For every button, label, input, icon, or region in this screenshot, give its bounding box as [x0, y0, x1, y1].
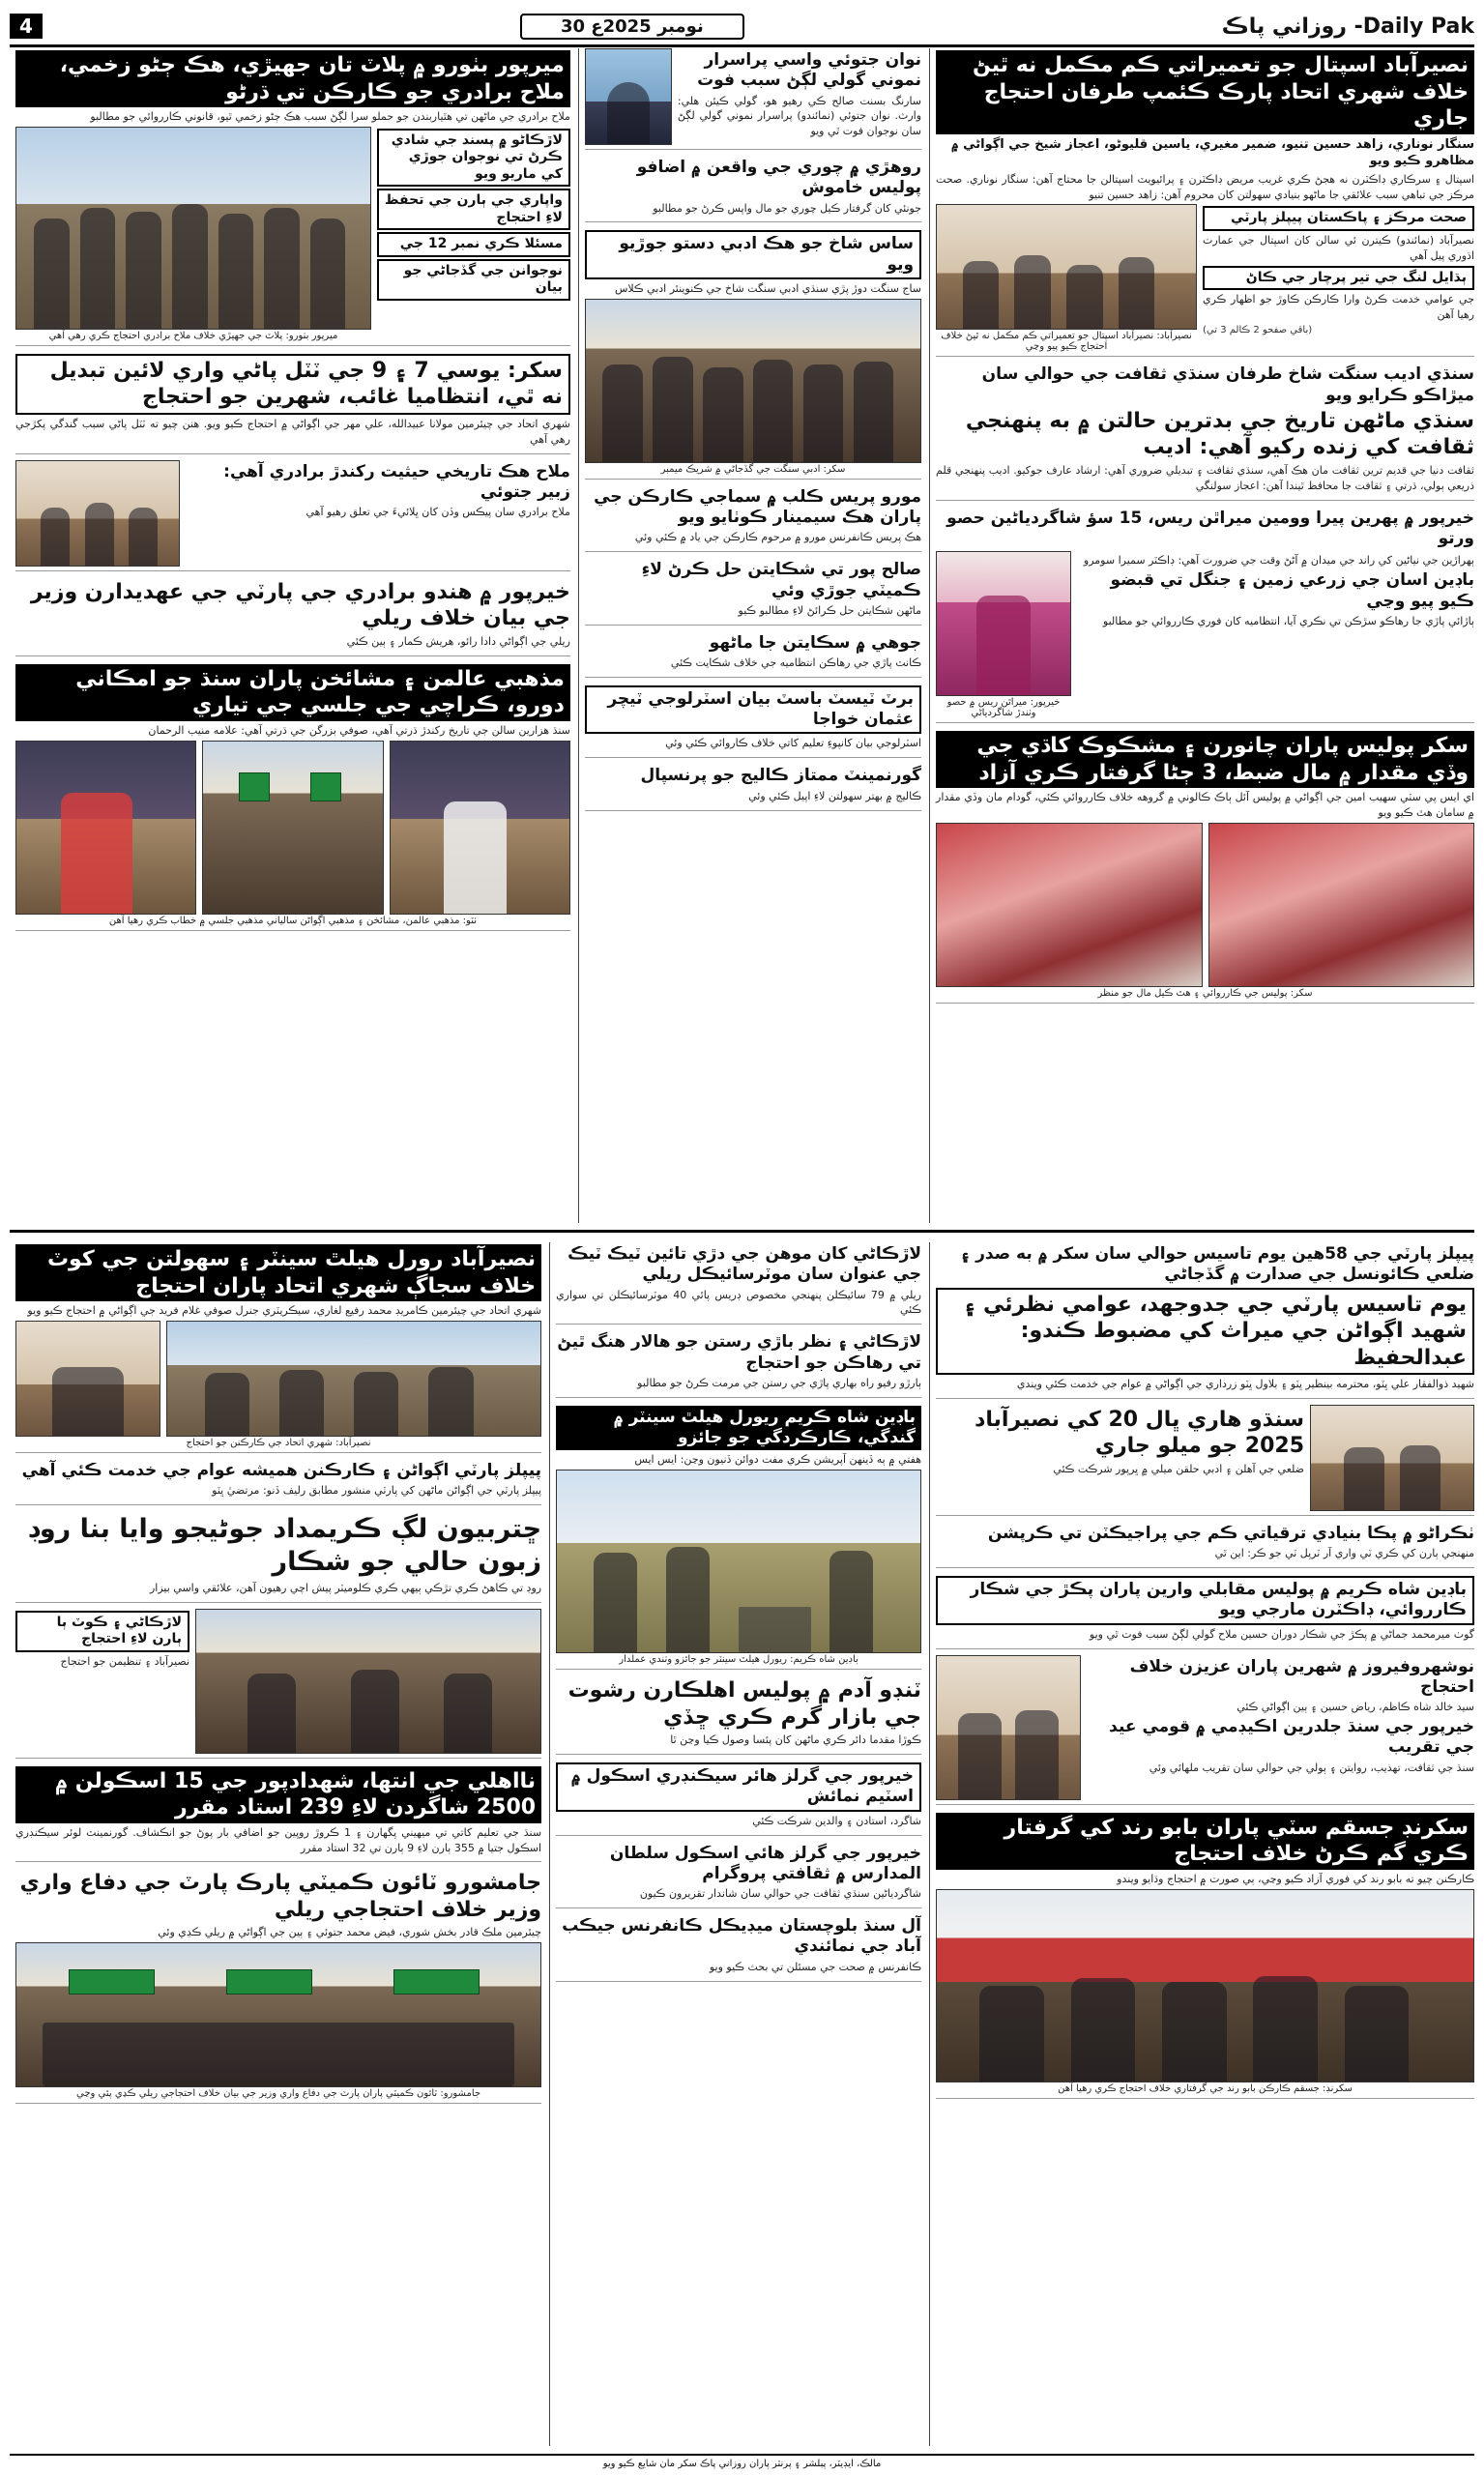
story — [585, 485, 921, 552]
story-body: ڪارڪنن چيو ته بابو رند کي فوري آزاد ڪيو وڃي، ٻي صورت ۾ احتجاج وڌايو ويندو — [1117, 1872, 1474, 1885]
headline: لاڙڪاڻي ۽ نظر باڙي رستن جو هالار هنگ ٿيڻ تي رهاڪن جو احتجاج — [557, 1332, 922, 1373]
story — [585, 48, 921, 150]
story-body: ٻاڙائي پاڙي جا رهاڪو سڙڪن تي نڪري آيا، انتظاميه کان فوري ڪارروائي جو مطالبو — [1102, 614, 1474, 627]
headline: يوم تاسيس پارٽي جي جدوجهد، عوامي نظرئي ۽ شهيد اڳواڻن جي ميراث کي مضبوط ڪندو: عبدالحفيظ — [936, 1288, 1474, 1376]
story — [15, 1868, 541, 2104]
story — [15, 1459, 541, 1505]
story-body: شاگردياڻين سنڌي ثقافت جي حوالي سان شاندار تقريرون ڪيون — [639, 1887, 922, 1901]
story — [936, 1242, 1474, 1399]
story — [585, 228, 921, 479]
bottom-half — [10, 1242, 1474, 2446]
protest-photo — [15, 127, 371, 330]
bottom-middle-column — [549, 1242, 921, 2446]
story-body: سنڌ هزارين سالن جي تاريخ رکندڙ ڌرتي آهي، صوفي بزرگن جي ڌرتي آهي: علامه منيب الرحمان — [148, 723, 570, 737]
woman-photo — [936, 551, 1071, 696]
photo-caption: ٺٽو: مذهبي عالمن، مشائخن ۽ مذهبي اڳواڻن سالياني مذهبي جلسي ۾ خطاب ڪري رهيا آهن — [108, 915, 477, 926]
headline: لاڙڪاڻي کان موهن جي دڙي تائين ٽيڪ ٽيڪ جي عنوان سان موٽرسائيڪل ريلي — [567, 1244, 922, 1285]
story — [936, 1522, 1474, 1568]
speaker-photo — [390, 741, 570, 915]
headline: ڇتربيون لڳ ڪريمداد جوڻيجو وايا بنا روڊ زبون حالي جو شڪار — [27, 1514, 542, 1577]
masthead — [10, 8, 1474, 47]
photo-caption: سکرنڊ: جسقم ڪارڪن بابو رند جي گرفتاري خلاف احتجاج ڪري رهيا آهن — [1058, 2082, 1353, 2094]
protest-photo — [936, 204, 1197, 330]
story — [15, 352, 570, 454]
headline: صالح پور تي شڪايتن حل ڪرڻ لاءِ ڪميٽي جوڙي وئي — [641, 560, 922, 600]
imprint-footer: مالڪ، ايڊيٽر، پبلشر ۽ پرنٽر پاران روزاني پاڪ سکر مان شايع ڪيو ويو — [10, 2454, 1474, 2469]
story — [15, 48, 570, 346]
headline: خيرپور ۾ پهرين پيرا وومين ميراٿن ريس، 15 سؤ شاگردياڻين حصو ورتو — [946, 508, 1474, 549]
headline: نصيرآباد رورل هيلٿ سينٽر ۽ سهولتن جي کوٽ خلاف سجاڳ شهري اتحاد پاران احتجاج — [15, 1244, 541, 1301]
photo-caption: خيرپور: ميراٿن ريس ۾ حصو وٺندڙ شاگردياڻي — [946, 697, 1061, 719]
continued-note: (باقي صفحو 2 ڪالم 3 تي) — [1203, 325, 1313, 336]
brand-latin: Daily Pak- — [1353, 14, 1474, 39]
story — [585, 764, 921, 810]
box-headline: لاڙڪاڻو ۾ پسند جي شادي ڪرڻ تي نوجوان جوڙي کي ماريو ويو — [377, 129, 570, 188]
story-body: ٻارڙو رفيو راه بهاري پاڙي جي رستن جي مرمت ڪرڻ جو مطالبو — [637, 1376, 922, 1389]
story-body: شهري اتحاد جي چيئرمين مولانا عبيدالله، علي مهر جي اڳواڻي ۾ احتجاج ڪيو ويو. هنن چيو ته ٽٽل پاڻي سبب گندگي پکڙجي رهي آهي — [15, 417, 570, 446]
story-body: ساج سنگت دوڙ پڙي سنڌي ادبي سنگت شاخ جي ڪنوينئر ادبي ڪلاس — [615, 281, 922, 295]
headline: جوهي ۾ سڪايتن جا ماڻهو — [709, 632, 922, 653]
story-body: ملاح برادري سان پيڪس وڏن کان ڀلائيءَ جي تعلق رهيو آهي — [306, 506, 570, 519]
headline: باڊين اسان جي زرعي زمين ۽ جنگل تي قبضو ڪيو پيو وڃي — [1110, 570, 1474, 611]
photo-caption: باڊين شاه ڪريم: ريورل هيلٿ سينٽر جو جائزو وٺندي عملدار — [619, 1654, 858, 1666]
meeting-photo — [1310, 1405, 1474, 1511]
story-body: ڪاليج ۾ بهتر سهولتن لاءِ اپيل ڪئي وئي — [748, 789, 922, 802]
headline: مذهبي عالمن ۽ مشائخن پاران سنڌ جو امڪاني دورو، ڪراچي جي جلسي جي تياري — [15, 664, 570, 721]
story — [936, 729, 1474, 1004]
story-body: سنڌ جي ثقافت، تهذيب، روايتن ۽ ٻولي جي حوالي سان تقريب ملهائي وئي — [1149, 1761, 1474, 1774]
story-body: سيد خالد شاه ڪاظم، رياض حسين ۽ ٻين اڳواڻي ڪئي — [1237, 1701, 1474, 1714]
story — [15, 460, 570, 571]
lead-headline: نصيرآباد اسپتال جو تعميراتي ڪم مڪمل نه ٿيڻ خلاف شهري اتحاد پارڪ ڪئمپ طرفان احتجاج جاري — [936, 50, 1474, 134]
story-body: جونئي کان گرفتار ڪيل چوري جو مال واپس ڪرڻ جو مطالبو — [653, 201, 922, 215]
box-headline: لاڙڪاڻي ۽ ڪوٽ ٻا ٻارن لاءِ احتجاج — [15, 1611, 189, 1652]
hospital-visit-photo — [556, 1470, 921, 1653]
story-body: ملاح برادري جي ماڻهن تي هٿياربندن جو حملو سرا لڳڻ سبب هڪ ڄڻو زخمي ٿيو، قانوني ڪارروائي جو مطالبو — [90, 110, 570, 123]
story — [556, 1761, 921, 1835]
headline: روهڙي ۾ چوري جي واقعن ۾ اضافو پوليس خاموش — [636, 158, 922, 198]
brand-title — [1222, 15, 1474, 39]
story-body: ريلي جي اڳواڻي دادا رائو، هريش ڪمار ۽ ٻين ڪئي — [346, 634, 570, 648]
story-body: ثقافت دنيا جي قديم ترين ثقافت مان هڪ آهي، سنڌي ثقافت ۽ تبديلي ضروري آهي: ارشاد عارف جوکيو. اديب پنهنجي قلم ذريعي ٻولي، ڌرتي ۽ ثقافت جا محافظ ٿيندا آهن: اعجاز سولنگي — [936, 463, 1474, 492]
story — [15, 1511, 541, 1602]
story-body: سنڌ جي تعليم کاتي تي ميهيني پگهارن ۽ 1 ڪروڙ روپين جو اضافي بار پوڻ جو انڪشاف. گورنمينٽ لوئر سيڪنڊري اسڪول جتيا ۾ 355 ٻارن لاءِ 9 ٻارن تي 32 استاد مقرر — [15, 1825, 542, 1854]
story — [556, 1404, 921, 1670]
lead-story — [936, 48, 1474, 357]
headline: برٽ ٽيسٽ باسٽ بيان اسٽرلوجي ٽيچر عثمان خواجا — [585, 685, 921, 735]
story — [15, 1764, 541, 1863]
headline: سکر پوليس پاران چانورن ۽ مشڪوڪ کاڌي جي وڏي مقدار ۾ مال ضبط، 3 ڄڻا گرفتار ڪري آزاد — [936, 731, 1474, 788]
story-body: هڪ پريس ڪانفرنس مورو ۾ مرحوم ڪارڪن جي ياد ۾ ڪئي وئي — [634, 531, 922, 544]
road-photo — [195, 1609, 541, 1754]
seized-goods-photo — [1208, 823, 1475, 987]
headline: باڊين شاه ڪريم ۾ پوليس مقابلي وارين پاران پڪڙ جي شڪار ڪارروائي، ڊاڪٽرن مارجي ويو — [936, 1576, 1474, 1625]
photo-caption: سکر: پوليس جي ڪارروائي ۽ هٿ ڪيل مال جو منظر — [1097, 988, 1313, 1000]
meeting-photo — [15, 460, 180, 567]
headline: خيرپور جي گرلز هائر سيڪنڊري اسڪول ۾ اسٽيم نمائش — [556, 1762, 921, 1812]
box-headline: مسئلا ڪري نمبر 12 جي — [377, 232, 570, 257]
headline: سنڌو هاري ڀال 20 کي نصيرآباد 2025 جو ميلو جاري — [975, 1407, 1304, 1459]
story — [15, 1609, 541, 1759]
headline: خيرپور جي گرلز هائي اسڪول سلطان المدارس ۾ ثقافتي پروگرام — [609, 1843, 922, 1883]
headline: ساس شاخ جو هڪ ادبي دستو جوڙيو ويو — [585, 230, 921, 279]
story — [15, 577, 570, 656]
photo-caption: سکر: ادبي سنگت جي گڏجاڻي ۾ شريڪ ميمبر — [660, 463, 846, 475]
story-body: ڪانٽ پاڙي جي رهاڪن انتظاميه جي خلاف شڪايت ڪئي — [670, 656, 922, 669]
top-right-column — [929, 48, 1474, 1223]
story — [936, 1574, 1474, 1648]
box-headline: نوجوانن جي گڏجاڻي جو بيان — [377, 259, 570, 301]
box-body: جي عوامي خدمت ڪرڻ وارا ڪارڪن ڪاوڙ جو اظهار ڪري رهيا آهن — [1203, 293, 1474, 322]
story — [585, 631, 921, 678]
story-body: اي ايس پي سٽي سهيب امين جي اڳواڻي ۾ پوليس آئل ٻاڪ ڪالوني ۾ گروهه خلاف ڪارروائي ڪئي، گودام مان وڏي مقدار ۾ سامان هٿ ڪيو ويو — [936, 791, 1474, 820]
headline: نااهلي جي انتها، شهدادپور جي 15 اسڪولن ۾ 2500 شاگردن لاءِ 239 استاد مقرر — [15, 1766, 541, 1823]
story-body: هفتي ۾ ٻه ڏينهن آپريشن ڪري مفت دوائن ڏنيون وڃن: ايس ايس — [634, 1453, 922, 1467]
headline: نوشهروفيروز ۾ شهرين پاران عزيزن خلاف احتجاج — [1129, 1656, 1474, 1697]
headline: خيرپور ۾ هندو برادري جي پارٽي جي عهديدارن وزير جي بيان خلاف ريلي — [30, 579, 570, 631]
lead-body: اسپتال ۽ سرڪاري ڊاڪٽرن نه هجڻ ڪري غريب مريض ڊاڪٽرن ۽ پرائيويٽ اسپتالن جا محتاج آهن: سنگار نوناري. صحت مرڪز جي تباهي سبب علائقي جا ماڻهو بنيادي سهولتن کان محروم آهن: زاهد حسين تنيو — [936, 172, 1474, 201]
story-body: شاگرد، استادن ۽ والدين شرڪت ڪئي — [752, 1814, 922, 1827]
headline: باڊين شاه ڪريم ريورل هيلٿ سينٽر ۾ گندگي، ڪارڪردگي جو جائزو — [556, 1406, 921, 1451]
headline: خيرپور جي سنڌ جلدرين اڪيڊمي ۾ قومي عيد جي تقريب — [1109, 1717, 1474, 1758]
story-body: ماڻهن شڪايتن حل ڪرائڻ لاءِ مطالبو ڪيو — [738, 603, 922, 617]
headline: ملاح هڪ تاريخي حيثيت رکندڙ برادري آهي: زبير جتوئي — [223, 461, 570, 503]
story-body: پيپلز پارٽي جي اڳواڻن ماڻهن کي پارٽي منشور مطابق رليف ڏنو: مرتضيٰ ڀٽو — [212, 1484, 542, 1498]
press-photo — [936, 1655, 1081, 1800]
story-body: روڊ تي ڪاهڻ ڪري تڙڪي ٻيهي ڪري ڪلوميٽر پيش اچي رهيون آهن، علائقي واسي بيزار — [149, 1581, 542, 1594]
headline: جامشورو ٽائون ڪميٽي پارڪ پارٽ جي دفاع واري وزير خلاف احتجاجي ريلي — [19, 1871, 542, 1922]
box-body: نصيرآباد (نمائندو) ڪيترن ئي سالن کان اسپتال جي عمارت اڌوري پيل آهي — [1203, 233, 1474, 262]
headline: سنڌي ماڻهن تاريخ جي بدترين حالتن ۾ به پنهنجي ثقافت کي زنده رکيو آهي: اديب — [965, 408, 1474, 460]
crowd-photo — [202, 741, 383, 915]
top-middle-column — [578, 48, 921, 1223]
fold-divider — [10, 1230, 1474, 1233]
story-body: نصيرآباد ۽ تنظيمن جو احتجاج — [60, 1654, 189, 1668]
story — [936, 1811, 1474, 2099]
story — [585, 156, 921, 222]
story — [15, 662, 570, 931]
story-body: چيئرمين ملڪ قادر بخش شوري، فيض محمد جتوئي ۽ ٻين جي اڳواڻي ۾ ريلي ڪڍي وئي — [158, 1926, 542, 1939]
story-body: اسٽرلوجي بيان کانپوءِ تعليم کاتي خلاف ڪاروائي ڪئي وئي — [665, 737, 922, 750]
top-left-column — [10, 48, 570, 1223]
seized-goods-photo — [936, 823, 1203, 987]
speaker-photo — [15, 741, 196, 915]
story-body: ٻهراڙين جي نياڻين کي راند جي ميدان ۾ آڻڻ وقت جي ضرورت آهي: ڊاڪٽر سميرا سومرو — [1083, 554, 1474, 568]
box-title: صحت مرڪز ۽ پاڪستان پيپلز پارٽي — [1203, 206, 1474, 231]
headline: ٺڪراڻو ۾ پڪا بنيادي ترقياتي ڪم جي پراجيڪٽن تي ڪرپشن — [987, 1523, 1474, 1543]
bottom-right-column — [929, 1242, 1474, 2446]
protest-banner-photo — [936, 1889, 1474, 2082]
headline: نوان جتوئي واسي پراسرار نموني گولي لڳڻ سبب فوت — [697, 50, 922, 91]
top-half — [10, 48, 1474, 1223]
story — [556, 1675, 921, 1755]
headline: ٽنڊو آدم ۾ پوليس اهلڪارن رشوت جي بازار گرم ڪري ڇڏي — [567, 1678, 922, 1730]
story — [936, 1405, 1474, 1516]
headline: سکرنڊ جسقم سٽي پاران بابو رند کي گرفتار ڪري گم ڪرڻ خلاف احتجاج — [936, 1813, 1474, 1870]
lead-subhead: سنگار نوناري، زاهد حسين تنيو، ضمير مغيري، ياسين قليوڻو، اعجاز شيخ جي اڳواڻي ۾ مظاهرو ڪيو ويو — [950, 136, 1474, 169]
headline: ميرپور بٺورو ۾ پلاٽ تان جهيڙي، هڪ ڄڻو زخمي، ملاح برادري جو ڪارڪن تي ڌرڻو — [15, 50, 570, 107]
box-title: ٻڌايل لنگ جي تير پرچار جي ڪاڻ — [1203, 266, 1474, 291]
issue-date: 30 نومبر 2025ع — [520, 14, 744, 40]
story — [556, 1330, 921, 1397]
headline: مورو پريس ڪلب ۾ سماجي ڪارڪن جي پاران هڪ سيمينار ڪوٺايو ويو — [594, 486, 922, 528]
rally-photo — [15, 1942, 541, 2087]
portrait-photo — [585, 48, 672, 145]
headline: سکر: يوسي 7 ۽ 9 جي ٽٽل پاڻي واري لائين تبديل نه ٿي، انتظاميا غائب، شهرين جو احتجاج — [15, 354, 570, 415]
story — [556, 1842, 921, 1908]
story-body: ريلي ۾ 79 سائيڪلن پنهنجي مخصوص ڊريس پائي 40 موٽرسائيڪلن تي سواري ڪئي — [556, 1288, 922, 1317]
story-body: شهيد ذوالفقار علي ڀٽو، محترمه بينظير ڀٽو ۽ بلاول ڀٽو زرداري جي اڳواڻي ۾ عوام جي خدمت ڪئي ويندي — [1016, 1378, 1474, 1390]
photo-caption: ميرپور بٺورو: پلاٽ جي جهيڙي خلاف ملاح برادري احتجاج ڪري رهي آهي — [48, 330, 338, 341]
story — [556, 1914, 921, 1981]
headline: آل سنڌ بلوچستان ميڊيڪل ڪانفرنس جيڪب آباد جي نمائندي — [562, 1916, 922, 1957]
headline: گورنمينٽ ممتاز ڪاليج جو پرنسپال — [640, 766, 922, 786]
brand-sindhi: روزاني پاڪ — [1221, 14, 1347, 39]
story — [936, 1655, 1474, 1805]
gathering-photo — [585, 299, 921, 463]
protest-photo — [166, 1321, 541, 1437]
story — [936, 363, 1474, 500]
story-body: ڪانفرنس ۾ صحت جي مسئلن تي بحث ڪيو ويو — [709, 1960, 922, 1973]
story-body: شهري اتحاد جي چيئرمين ڪامريڊ محمد رفيع لغاري، سيڪريٽري جنرل صوفي غلام فريد جي اڳواڻي ۾ احتجاج ڪيو ويو — [27, 1304, 542, 1317]
photo-caption: نصيرآباد: شهري اتحاد جي ڪارڪنن جو احتجاج — [186, 1437, 371, 1448]
story-body: ڪوڙا مقدما دائر ڪري ماڻهن کان پئسا وصول ڪيا وڃن ٿا — [670, 1733, 922, 1747]
photo-caption: نصيرآباد: نصيرآباد اسپتال جو تعميراتي ڪم مڪمل نه ٿيڻ خلاف احتجاج ڪيو پيو وڃي — [941, 331, 1192, 353]
bottom-left-column — [10, 1242, 541, 2446]
box-headline: واپاري جي ٻارن جي تحفظ لاءِ احتجاج — [377, 189, 570, 230]
meeting-photo — [15, 1321, 160, 1437]
story — [936, 507, 1474, 724]
story-body: منهنجي ٻارن کي ڪري ٽي واري آر ٽرپل ٽي جو ڪر: اين ٿي — [1214, 1547, 1474, 1560]
story — [556, 1242, 921, 1325]
story — [15, 1242, 541, 1453]
headline: پيپلز پارٽي جي 58هين يوم تاسيس حوالي سان سکر ۾ به صدر ۽ ضلعي ڪائونسل جي صدارت ۾ گڏجاڻي — [960, 1244, 1474, 1285]
page-number: 4 — [10, 14, 43, 39]
story-body: گوٺ ميرمحمد جماڻي ۾ پڪڙ جي شڪار دوران حسين ملاح گولي لڳڻ سبب فوت ٿي ويو — [1089, 1627, 1474, 1641]
headline: سنڌي اديب سنگت شاخ طرفان سنڌي ثقافت جي حوالي سان ميڙاڪو ڪرايو ويو — [981, 364, 1474, 405]
headline: پيپلز پارٽي اڳواڻن ۽ ڪارڪنن هميشه عوام جي خدمت ڪئي آهي — [21, 1460, 542, 1480]
story-body: سارنگ بسنت صالح ڪي رهيو هو، گولي ڪيئن هلي: وارث. نوان جتوئي (نمائندو) پراسرار نموني گولي لڳڻ سان نوجوان فوت ٿي ويو — [677, 94, 922, 138]
story — [585, 684, 921, 758]
story-body: ضلعي جي آهلن ۽ ادبي حلقن ميلي ۾ ڀرپور شرڪت ڪئي — [1053, 1462, 1304, 1475]
photo-caption: جامشورو: ٽائون ڪميٽي پاران پارٽ جي دفاع واري وزير جي بيان خلاف احتجاجي ريلي ڪڍي پئي وڃي — [75, 2088, 481, 2100]
story — [585, 558, 921, 625]
